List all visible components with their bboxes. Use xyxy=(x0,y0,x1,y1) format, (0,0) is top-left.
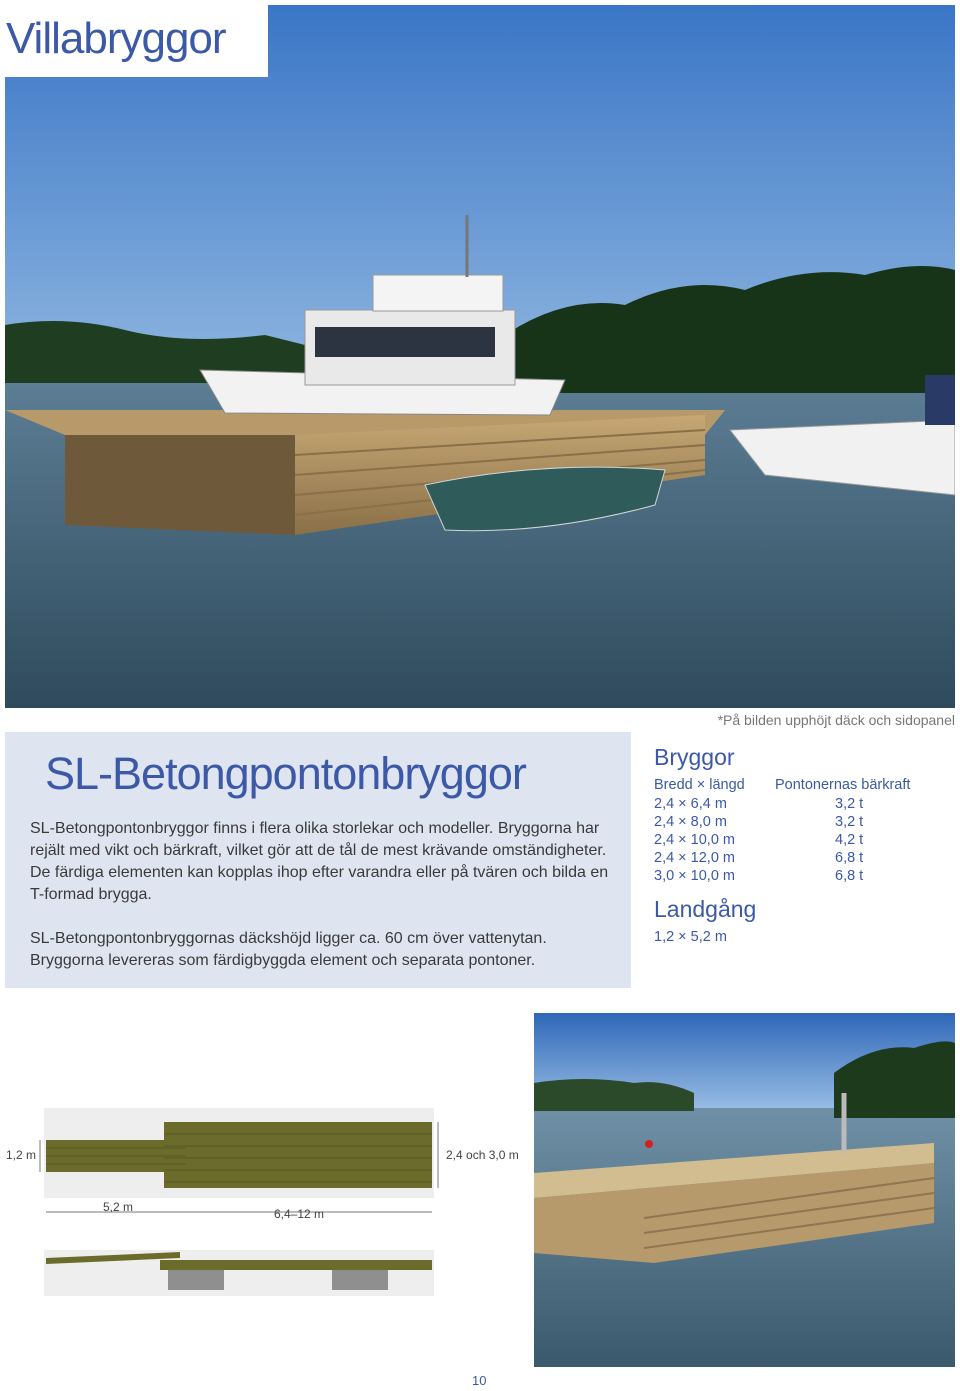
hero-photo xyxy=(5,5,955,708)
intro-paragraph-1: SL-Betongpontonbryggor finns i flera olika storlekar och modeller. Bryggorna har rejält med vikt och bärkraft, vilket gör att de tål de mest krävande omständigheter. De färdiga elementen kan kopplas ihop efter varandra eller på tvären och bilda en T-formad brygga. xyxy=(30,820,609,903)
load-list xyxy=(835,795,863,885)
column-header-size: Bredd × längd xyxy=(654,777,745,793)
bryggor-heading: Bryggor xyxy=(654,744,735,770)
size-cell: 2,4 × 10,0 m xyxy=(654,832,736,848)
photo-note: *På bilden upphöjt däck och sidopanel xyxy=(717,712,955,728)
section-heading: SL-Betongpontonbryggor xyxy=(45,748,526,799)
pier-top-view xyxy=(164,1122,432,1188)
intro-paragraph-2: SL-Betongpontonbryggornas däckshöjd ligger ca. 60 cm över vattenytan. Bryggorna levereras som färdigbyggda element och separata pontoner. xyxy=(30,930,547,969)
dimension-gangway-length: 5,2 m xyxy=(103,1200,134,1214)
pier-side-view xyxy=(160,1260,432,1270)
load-cell: 3,2 t xyxy=(835,796,864,812)
load-cell: 4,2 t xyxy=(835,832,864,848)
load-cell: 6,8 t xyxy=(835,868,864,884)
page-title: Villabryggor xyxy=(6,14,226,63)
size-cell: 2,4 × 6,4 m xyxy=(654,796,727,812)
landgang-heading: Landgång xyxy=(654,896,757,922)
dimension-pier-width: 2,4 och 3,0 m xyxy=(446,1148,519,1162)
size-cell: 2,4 × 8,0 m xyxy=(654,814,727,830)
load-cell: 6,8 t xyxy=(835,850,864,866)
landgang-size: 1,2 × 5,2 m xyxy=(654,929,727,945)
pier-diagram xyxy=(0,1100,530,1300)
dimension-gangway-width: 1,2 m xyxy=(6,1148,37,1162)
page-number: 10 xyxy=(472,1373,487,1388)
size-cell: 2,4 × 12,0 m xyxy=(654,850,736,866)
dimension-pier-length: 6,4–12 m xyxy=(274,1207,325,1221)
column-header-load: Pontonernas bärkraft xyxy=(775,777,911,793)
pontoon xyxy=(168,1270,224,1290)
pontoon xyxy=(332,1270,388,1290)
size-list xyxy=(654,795,735,885)
size-cell: 3,0 × 10,0 m xyxy=(654,868,736,884)
load-cell: 3,2 t xyxy=(835,814,864,830)
pier-photo xyxy=(534,1013,955,1367)
